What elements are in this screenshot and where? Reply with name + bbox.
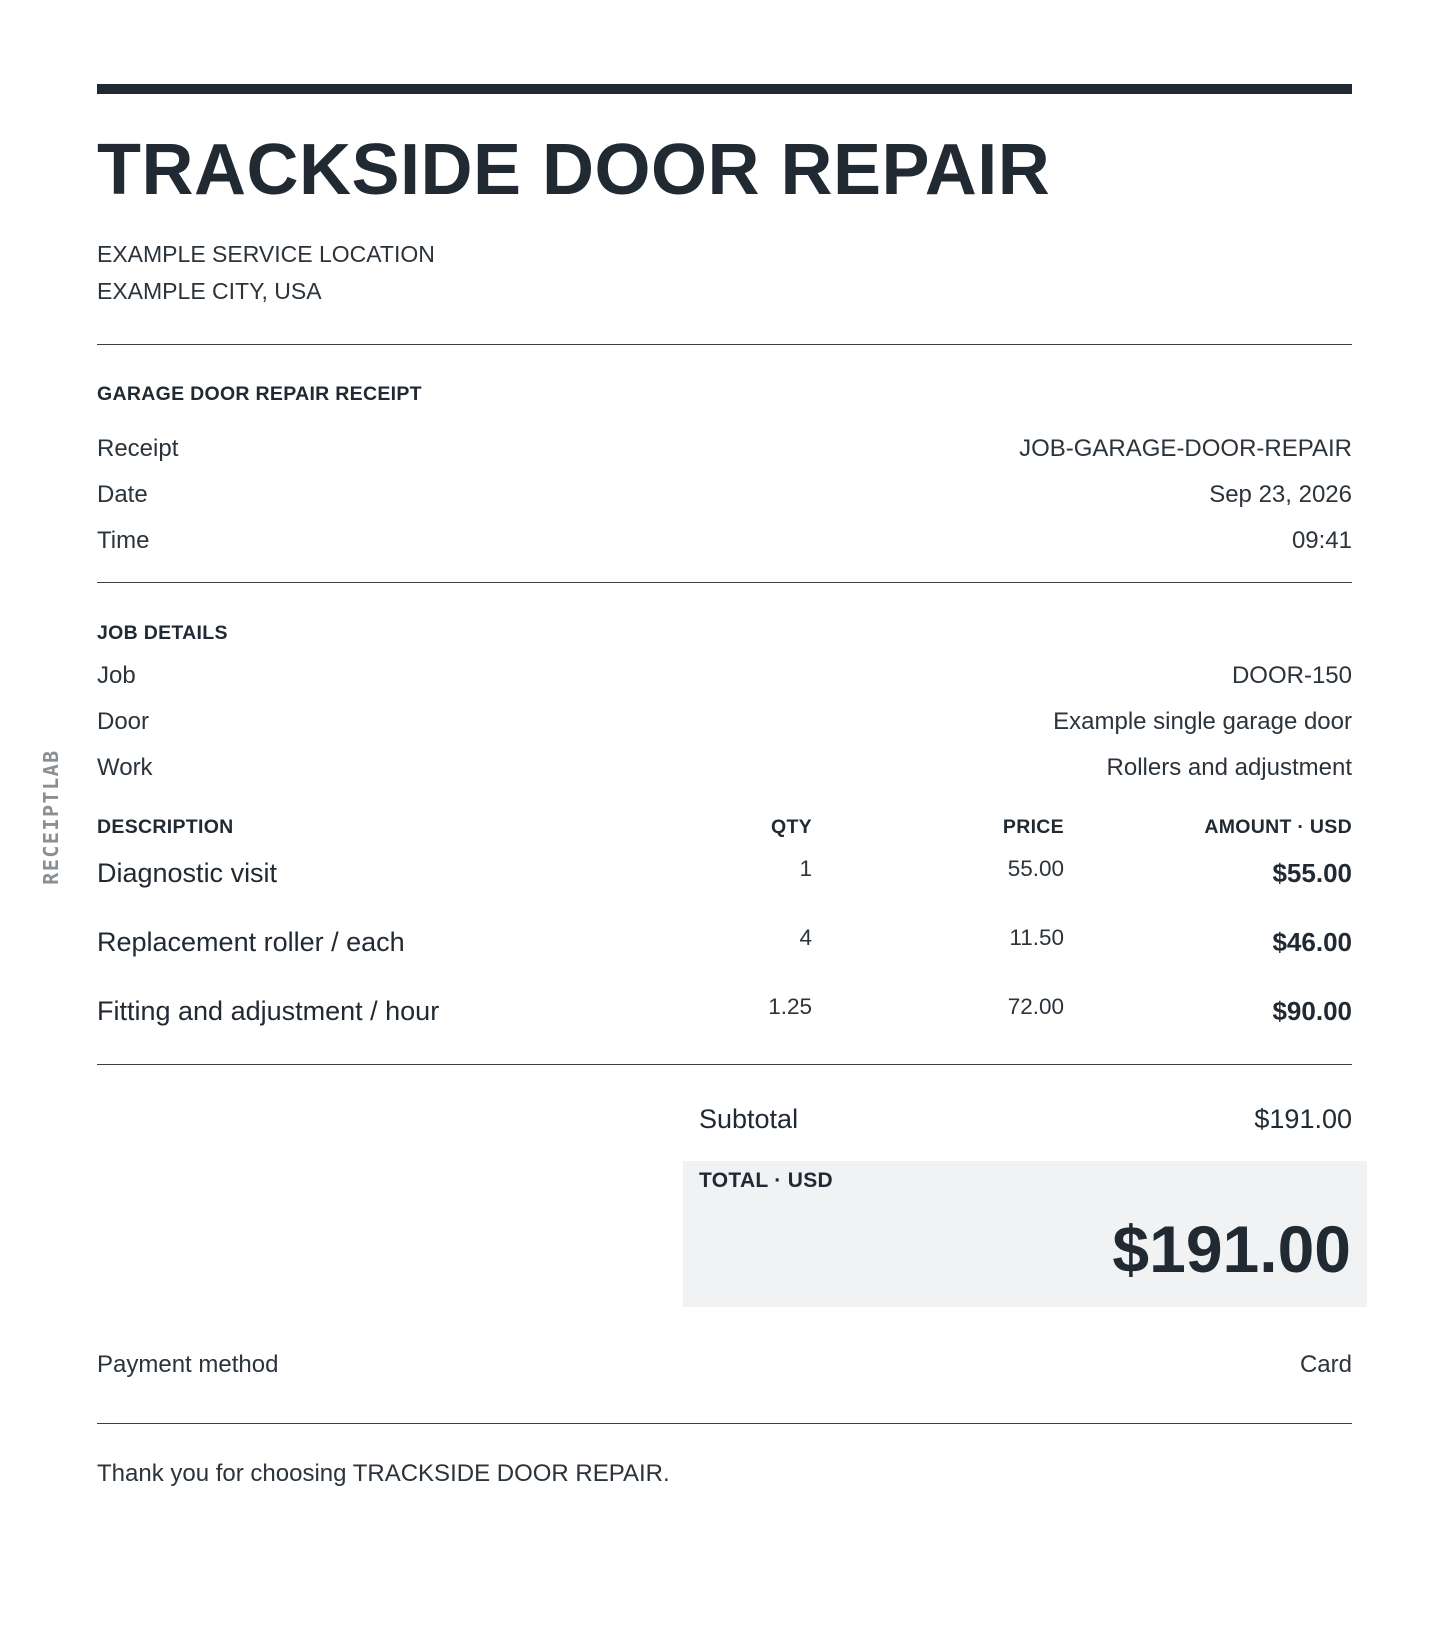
item-amount: $55.00 (1272, 858, 1352, 888)
receipt-number-row (97, 426, 1352, 472)
item-price: 55.00 (1007, 856, 1064, 881)
door-row (97, 699, 1352, 745)
column-header-qty: QTY (771, 816, 812, 838)
job-row (97, 653, 1352, 699)
payment-method-label: Payment method (97, 1351, 279, 1378)
item-amount: $90.00 (1272, 996, 1352, 1026)
subtotal-label: Subtotal (699, 1104, 799, 1134)
column-header-description: DESCRIPTION (97, 816, 234, 838)
item-description: Replacement roller / each (97, 927, 405, 957)
payment-method-value: Card (1299, 1351, 1352, 1378)
receipt-time-label: Time (97, 527, 150, 554)
item-qty: 1.25 (768, 994, 812, 1019)
line-items-table (97, 813, 1352, 1060)
table-body (97, 853, 1352, 1060)
table-row (97, 853, 1352, 922)
work-value: Rollers and adjustment (1106, 754, 1352, 781)
door-label: Door (97, 708, 150, 735)
item-qty: 4 (799, 925, 812, 950)
column-header-price: PRICE (1002, 816, 1064, 838)
receipt-time-row (97, 518, 1352, 564)
receipt-number-value: JOB-GARAGE-DOOR-REPAIR (1019, 435, 1352, 462)
receipt-date-label: Date (97, 481, 148, 508)
company-address (97, 236, 1352, 310)
total-value: $191.00 (1112, 1212, 1351, 1286)
receipt-heading: GARAGE DOOR REPAIR RECEIPT (97, 383, 422, 405)
item-amount: $46.00 (1272, 927, 1352, 957)
receipt (97, 84, 1352, 1492)
divider (97, 1064, 1352, 1065)
receipt-date-value: Sep 23, 2026 (1209, 481, 1352, 508)
job-label: Job (97, 662, 136, 689)
item-description: Fitting and adjustment / hour (97, 996, 440, 1026)
item-price: 11.50 (1009, 925, 1064, 950)
total-label: TOTAL · USD (699, 1169, 833, 1192)
subtotal-row (699, 1099, 1352, 1139)
job-value: DOOR-150 (1231, 662, 1352, 689)
receipt-date-row (97, 472, 1352, 518)
work-label: Work (97, 754, 153, 781)
receipt-info (97, 426, 1352, 564)
table-header (97, 813, 1352, 841)
divider (97, 582, 1352, 583)
door-value: Example single garage door (1053, 708, 1352, 735)
payment-method-row (97, 1347, 1352, 1383)
work-row (97, 745, 1352, 791)
table-row (97, 922, 1352, 991)
item-description: Diagnostic visit (97, 858, 278, 888)
company-name: TRACKSIDE DOOR REPAIR (97, 130, 1051, 210)
total-box (683, 1161, 1367, 1307)
receipt-time-value: 09:41 (1291, 527, 1352, 554)
receipt-number-label: Receipt (97, 435, 179, 462)
header-top-bar (97, 84, 1352, 94)
table-row (97, 991, 1352, 1060)
divider (97, 1423, 1352, 1424)
job-details (97, 653, 1352, 791)
item-qty: 1 (799, 856, 812, 881)
item-price: 72.00 (1007, 994, 1064, 1019)
thank-you-message: Thank you for choosing TRACKSIDE DOOR REPAIR. (97, 1460, 670, 1487)
address-line-2: EXAMPLE CITY, USA (97, 278, 322, 304)
side-brand-label: RECEIPTLAB (39, 749, 63, 885)
divider (97, 344, 1352, 345)
column-header-amount: AMOUNT · USD (1204, 816, 1352, 838)
subtotal-value: $191.00 (1254, 1104, 1352, 1134)
address-line-1: EXAMPLE SERVICE LOCATION (97, 241, 435, 267)
job-details-heading: JOB DETAILS (97, 622, 228, 644)
